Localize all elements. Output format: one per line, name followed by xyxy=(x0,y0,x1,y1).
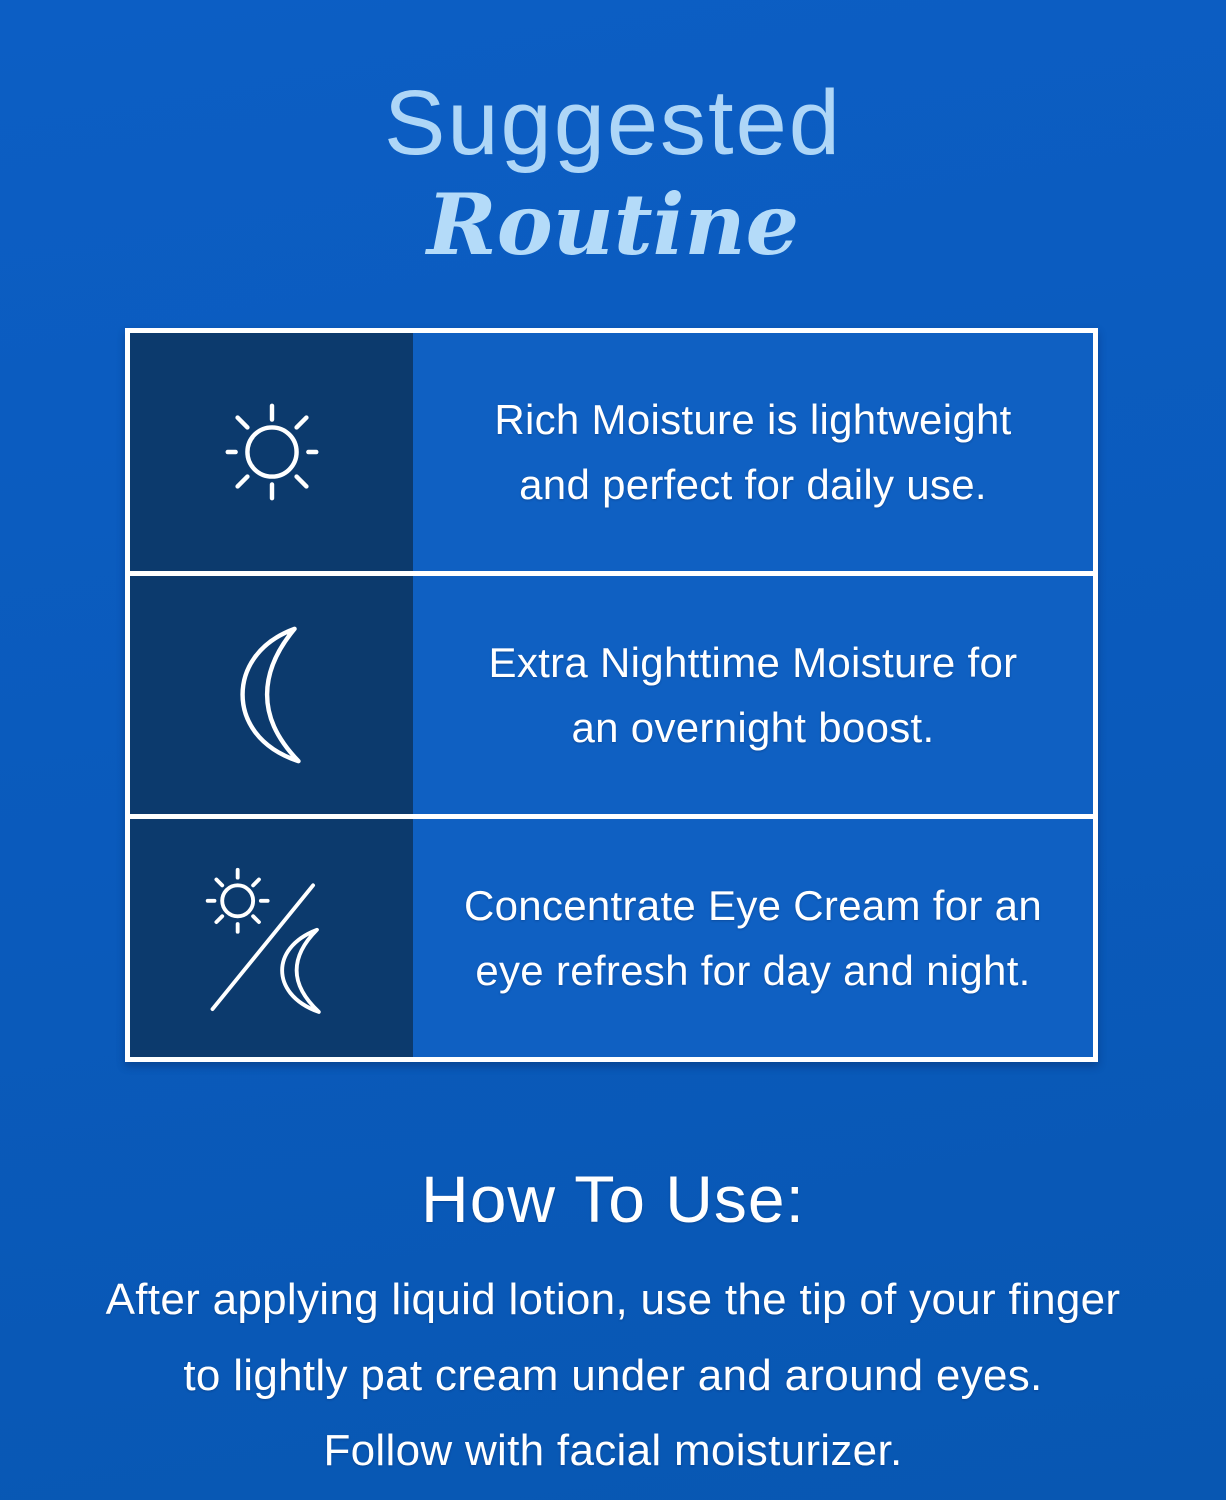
text-line: Follow with facial moisturizer. xyxy=(323,1426,903,1476)
text-line: Extra Nighttime Moisture for xyxy=(488,638,1018,686)
nighttime-icon-cell xyxy=(130,576,413,814)
routine-table xyxy=(125,328,1098,1062)
text-line: Rich Moisture is lightweight xyxy=(494,395,1012,443)
text-line: an overnight boost. xyxy=(571,704,935,751)
routine-row-daytime xyxy=(130,333,1093,571)
how-to-use-heading: How To Use: xyxy=(421,1161,805,1236)
nighttime-text-cell xyxy=(413,576,1093,814)
routine-row-nighttime xyxy=(130,571,1093,814)
title-word-routine: Routine xyxy=(426,175,800,275)
daytime-description xyxy=(494,387,1011,517)
sun-icon xyxy=(213,393,331,511)
sun-and-moon-icon xyxy=(199,856,344,1021)
daytime-icon-cell xyxy=(130,333,413,571)
text-line: eye refresh for day and night. xyxy=(475,947,1031,994)
page-title xyxy=(0,72,1226,275)
nighttime-description xyxy=(489,630,1018,760)
daytime-text-cell xyxy=(413,333,1093,571)
text-line: After applying liquid lotion, use the tip of your finger xyxy=(105,1275,1121,1324)
day-and-night-text-cell xyxy=(413,819,1093,1057)
text-line: to lightly pat cream under and around eyes. xyxy=(183,1350,1043,1400)
day-and-night-icon-cell xyxy=(130,819,413,1057)
title-word-suggested: Suggested xyxy=(384,72,842,174)
routine-row-day-and-night xyxy=(130,814,1093,1057)
how-to-use-instructions xyxy=(43,1262,1183,1489)
text-line: Concentrate Eye Cream for an xyxy=(463,881,1042,929)
day-and-night-description xyxy=(464,873,1042,1003)
moon-icon xyxy=(218,619,326,771)
text-line: and perfect for daily use. xyxy=(519,461,987,508)
